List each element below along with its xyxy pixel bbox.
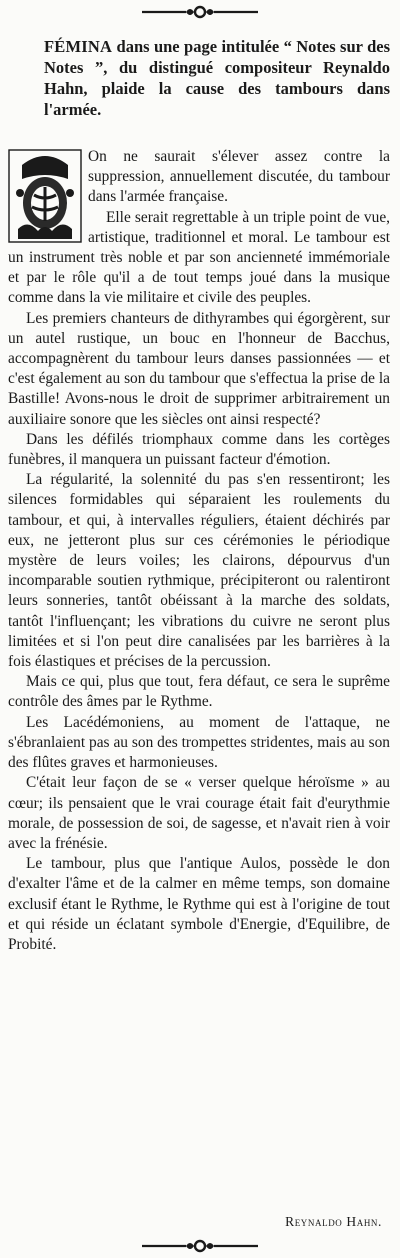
- top-ornament: [0, 2, 400, 22]
- paragraph-8: C'était leur façon de se « verser quelque héroïsme » au cœur; ils pensaient que le vrai courage était fait d'eurythmie morale, de possession de soi, de sagesse, et n'avait rien à voir avec la frénésie.: [8, 774, 390, 852]
- paragraph-9: Le tambour, plus que l'antique Aulos, possède le don d'exalter l'âme et de la calmer en même temps, son domaine exclusif étant le Rythme, le Rythme qui est à l'origine de tout et qui réside un éclatant symbole d'Energie, d'Equilibre, de Probité.: [8, 855, 390, 953]
- publication-name: FÉMINA: [44, 37, 113, 56]
- intro-paragraph: [44, 36, 390, 120]
- paragraph-3: Les premiers chanteurs de dithyrambes qui égorgèrent, sur un autel rustique, un bouc en l'honneur de Bacchus, accompagnèrent du tambour leurs danses passionnées — et c'est également au son du tambour que s'effectua la prise de la Bastille! Avons-nous le droit de supprimer arbitrairement un auxiliaire sonore que les siècles ont ainsi respecté?: [8, 309, 390, 428]
- dropcap-letter: O: [88, 148, 100, 165]
- paragraph-4: Dans les défilés triomphaux comme dans les cortèges funèbres, il manquera un puissant facteur d'émotion.: [8, 430, 390, 469]
- paragraph-5: La régularité, la solennité du pas s'en ressentiront; les silences formidables qui séparaient les roulements du tambour, et qui, à intervalles réguliers, étaient déchirés par eux, ne jetteront plus sur ces cérémonies le périodique mystère de leurs voiles; les clairons, dépourvus d'un incomparable soutien rythmique, précipiteront ou ralentiront leurs sonneries, tantôt obéissant à la marche des soldats, tantôt l'influençant; les vibrations du cuivre ne seront plus limitées et si l'on peut dire canalisées par les barrières à la fois élastiques et précises de la percussion.: [8, 471, 390, 671]
- paragraph-1-text: n ne saurait s'élever assez contre la suppression, annuellement discutée, du tambour dans l'armée française.: [88, 148, 390, 206]
- article-body: [8, 147, 390, 955]
- paragraph-2: Elle serait regrettable à un triple point de vue, artistique, traditionnel et moral. Le tambour est un instrument très noble et par son ancienneté immémoriale et par le rôle qu'il a de tout temps joué dans la musique comme dans la vie militaire et civile des peuples.: [8, 208, 390, 307]
- rule-ornament-icon: [140, 2, 260, 22]
- rule-ornament-icon: [140, 1236, 260, 1256]
- bottom-ornament: [0, 1236, 400, 1256]
- paragraph-6: Mais ce qui, plus que tout, fera défaut, ce sera le suprême contrôle des âmes par le Rythme.: [8, 673, 390, 711]
- floral-dropcap-icon: [8, 149, 82, 243]
- author-signature: Reynaldo Hahn.: [285, 1214, 382, 1229]
- paragraph-7: Les Lacédémoniens, au moment de l'attaque, ne s'ébranlaient pas au son des trompettes stridentes, mais au son des flûtes graves et harmonieuses.: [8, 713, 390, 772]
- intro-text: dans une page intitulée “ Notes sur des Notes ”, du distingué compositeur Reynaldo Hahn, plaide la cause des tambours dans l'armée.: [44, 37, 390, 119]
